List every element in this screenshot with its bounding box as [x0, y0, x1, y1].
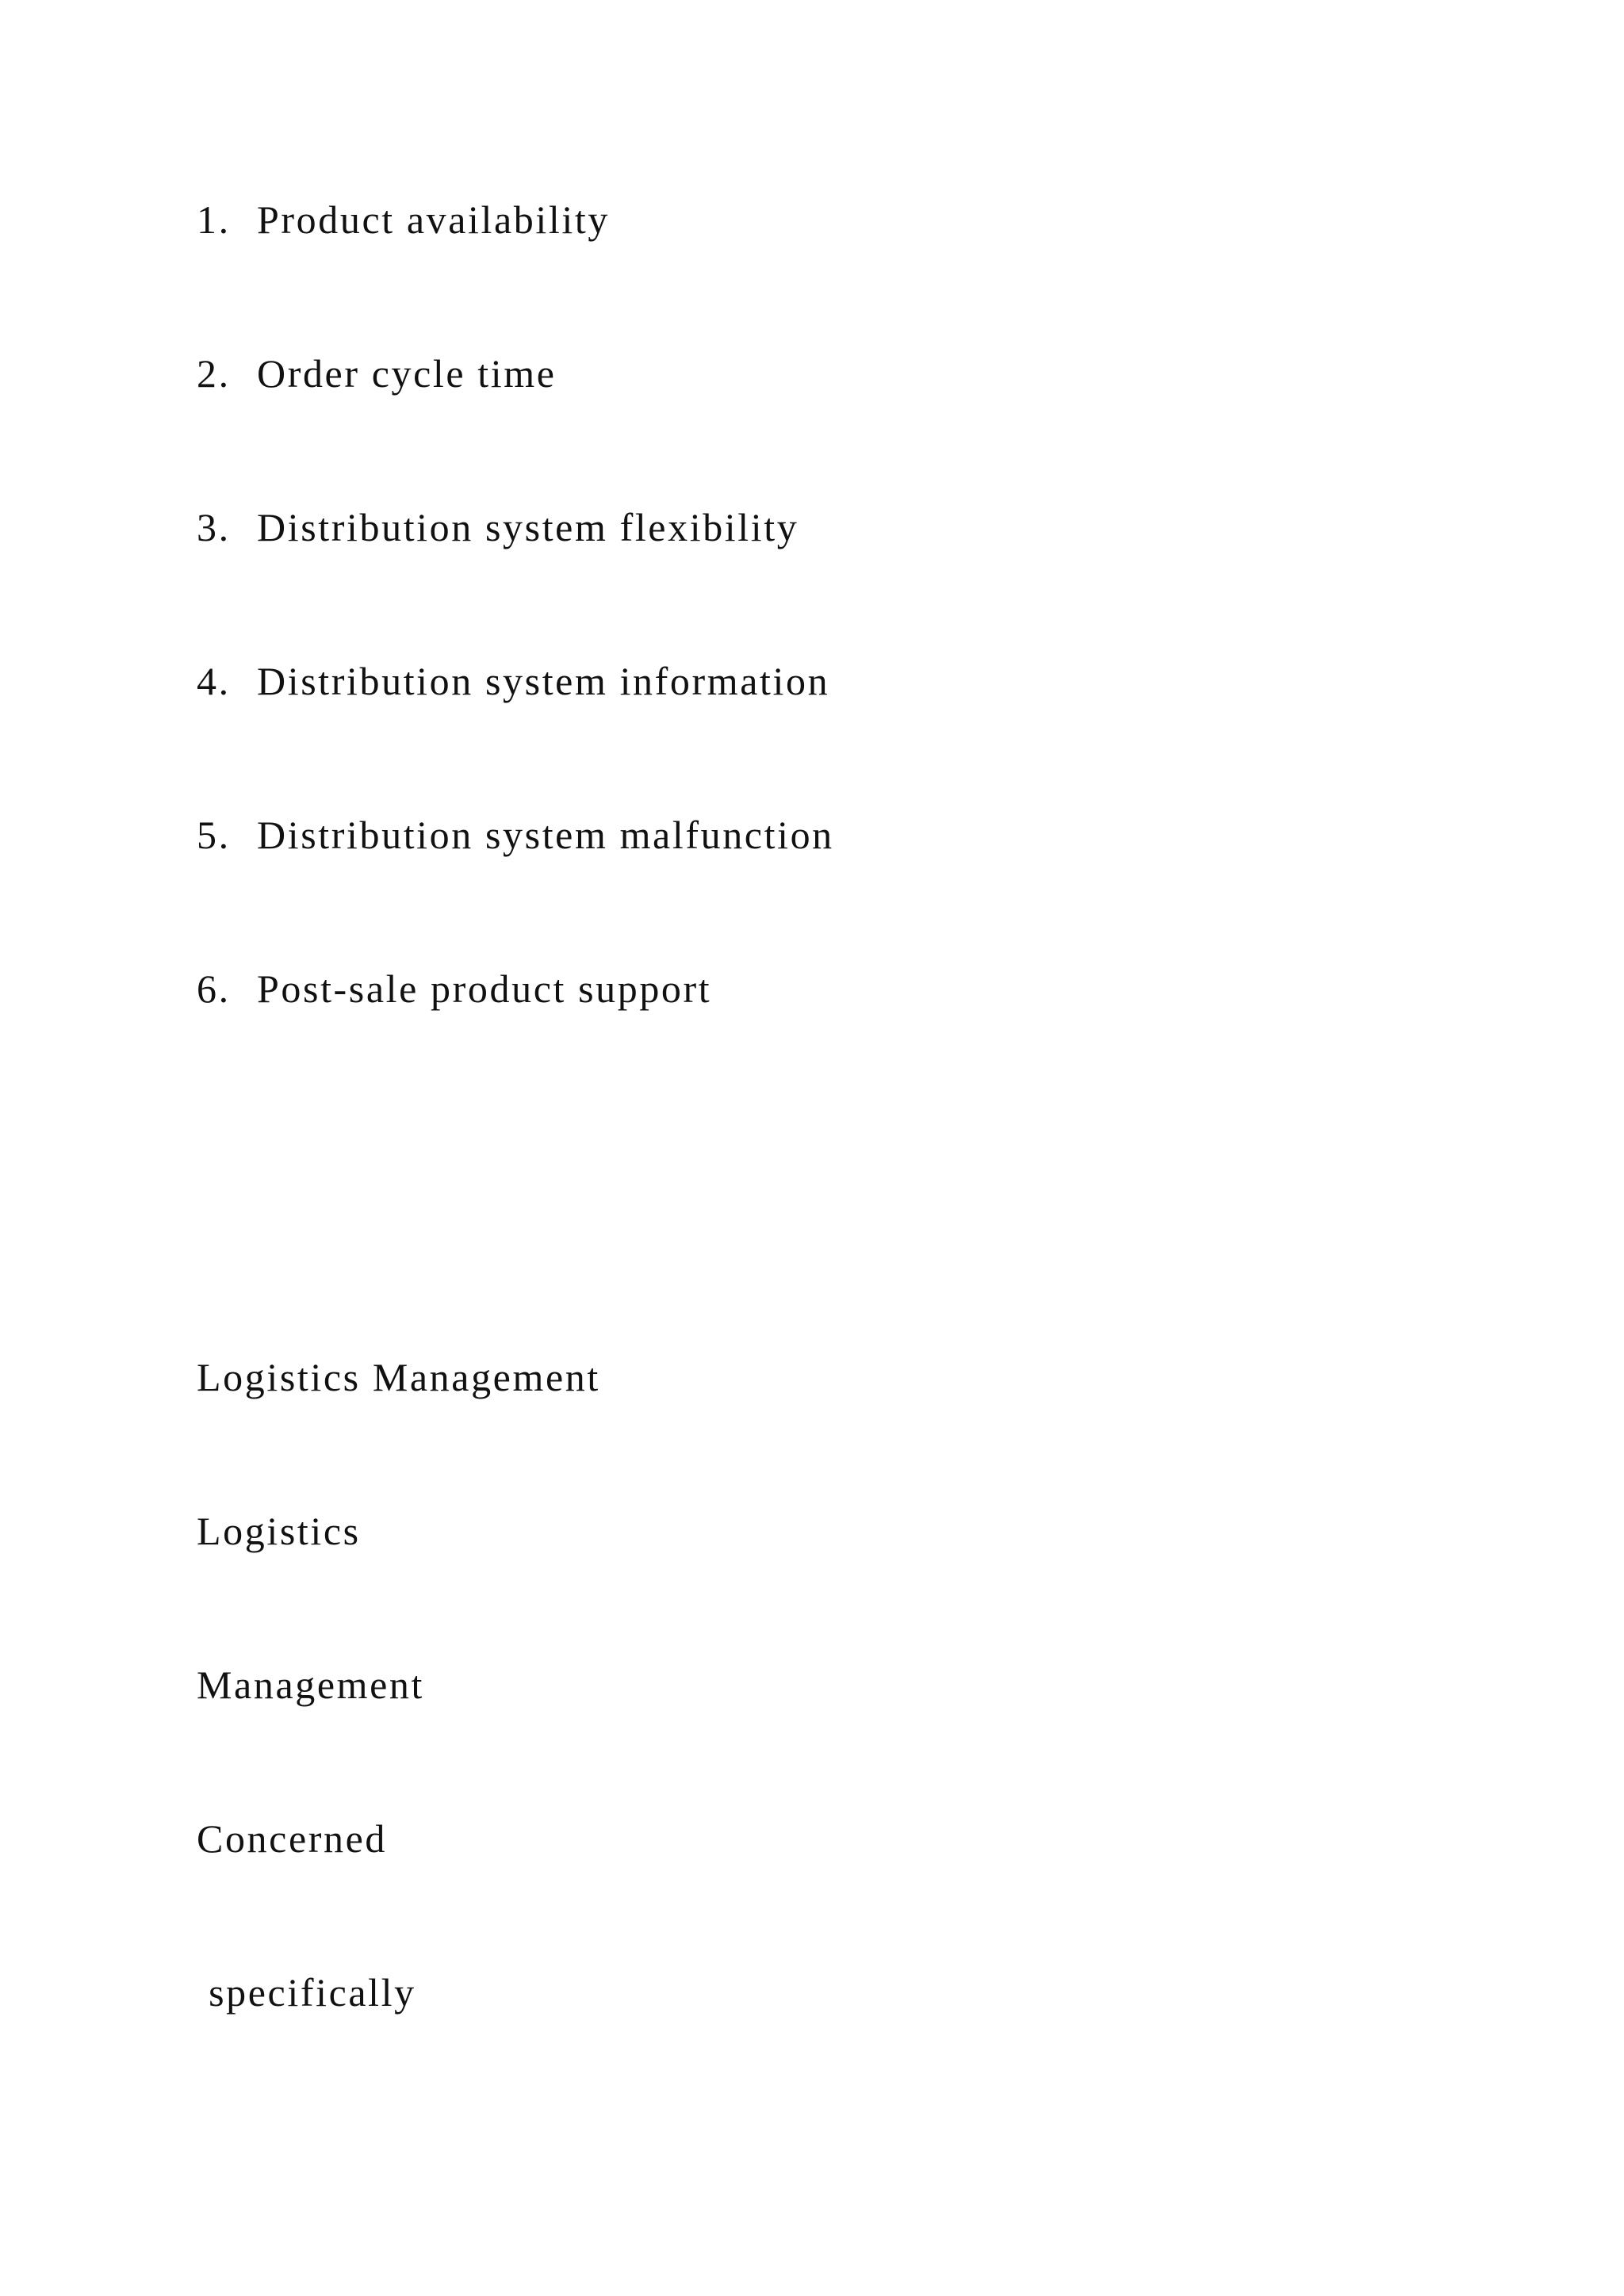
list-item-5 [197, 815, 834, 855]
list-item-2 [197, 351, 557, 396]
list-item-text: Distribution system information [257, 659, 830, 703]
list-item-text: Post-sale product support [257, 966, 712, 1011]
text-line-logistics: Logistics [197, 1509, 361, 1553]
list-item-number: 3. [197, 505, 231, 549]
list-item-text: Distribution system flexibility [257, 505, 799, 549]
list-item-3 [197, 507, 799, 547]
list-item-4 [197, 661, 829, 701]
text-line-concerned: Concerned [197, 1816, 387, 1861]
list-item-number: 5. [197, 813, 231, 857]
list-item-number: 6. [197, 966, 231, 1011]
text-line-specifically: specifically [197, 1970, 416, 2015]
text-line-logistics-management: Logistics Management [197, 1355, 600, 1399]
text-line-management: Management [197, 1663, 425, 1707]
list-item-number: 2. [197, 351, 231, 396]
list-item-text: Order cycle time [257, 351, 557, 396]
list-item-number: 4. [197, 659, 231, 703]
list-item-text: Distribution system malfunction [257, 813, 834, 857]
list-item-number: 1. [197, 197, 231, 242]
list-item-1 [197, 197, 610, 242]
list-item-6 [197, 966, 712, 1011]
list-item-text: Product availability [257, 197, 610, 242]
